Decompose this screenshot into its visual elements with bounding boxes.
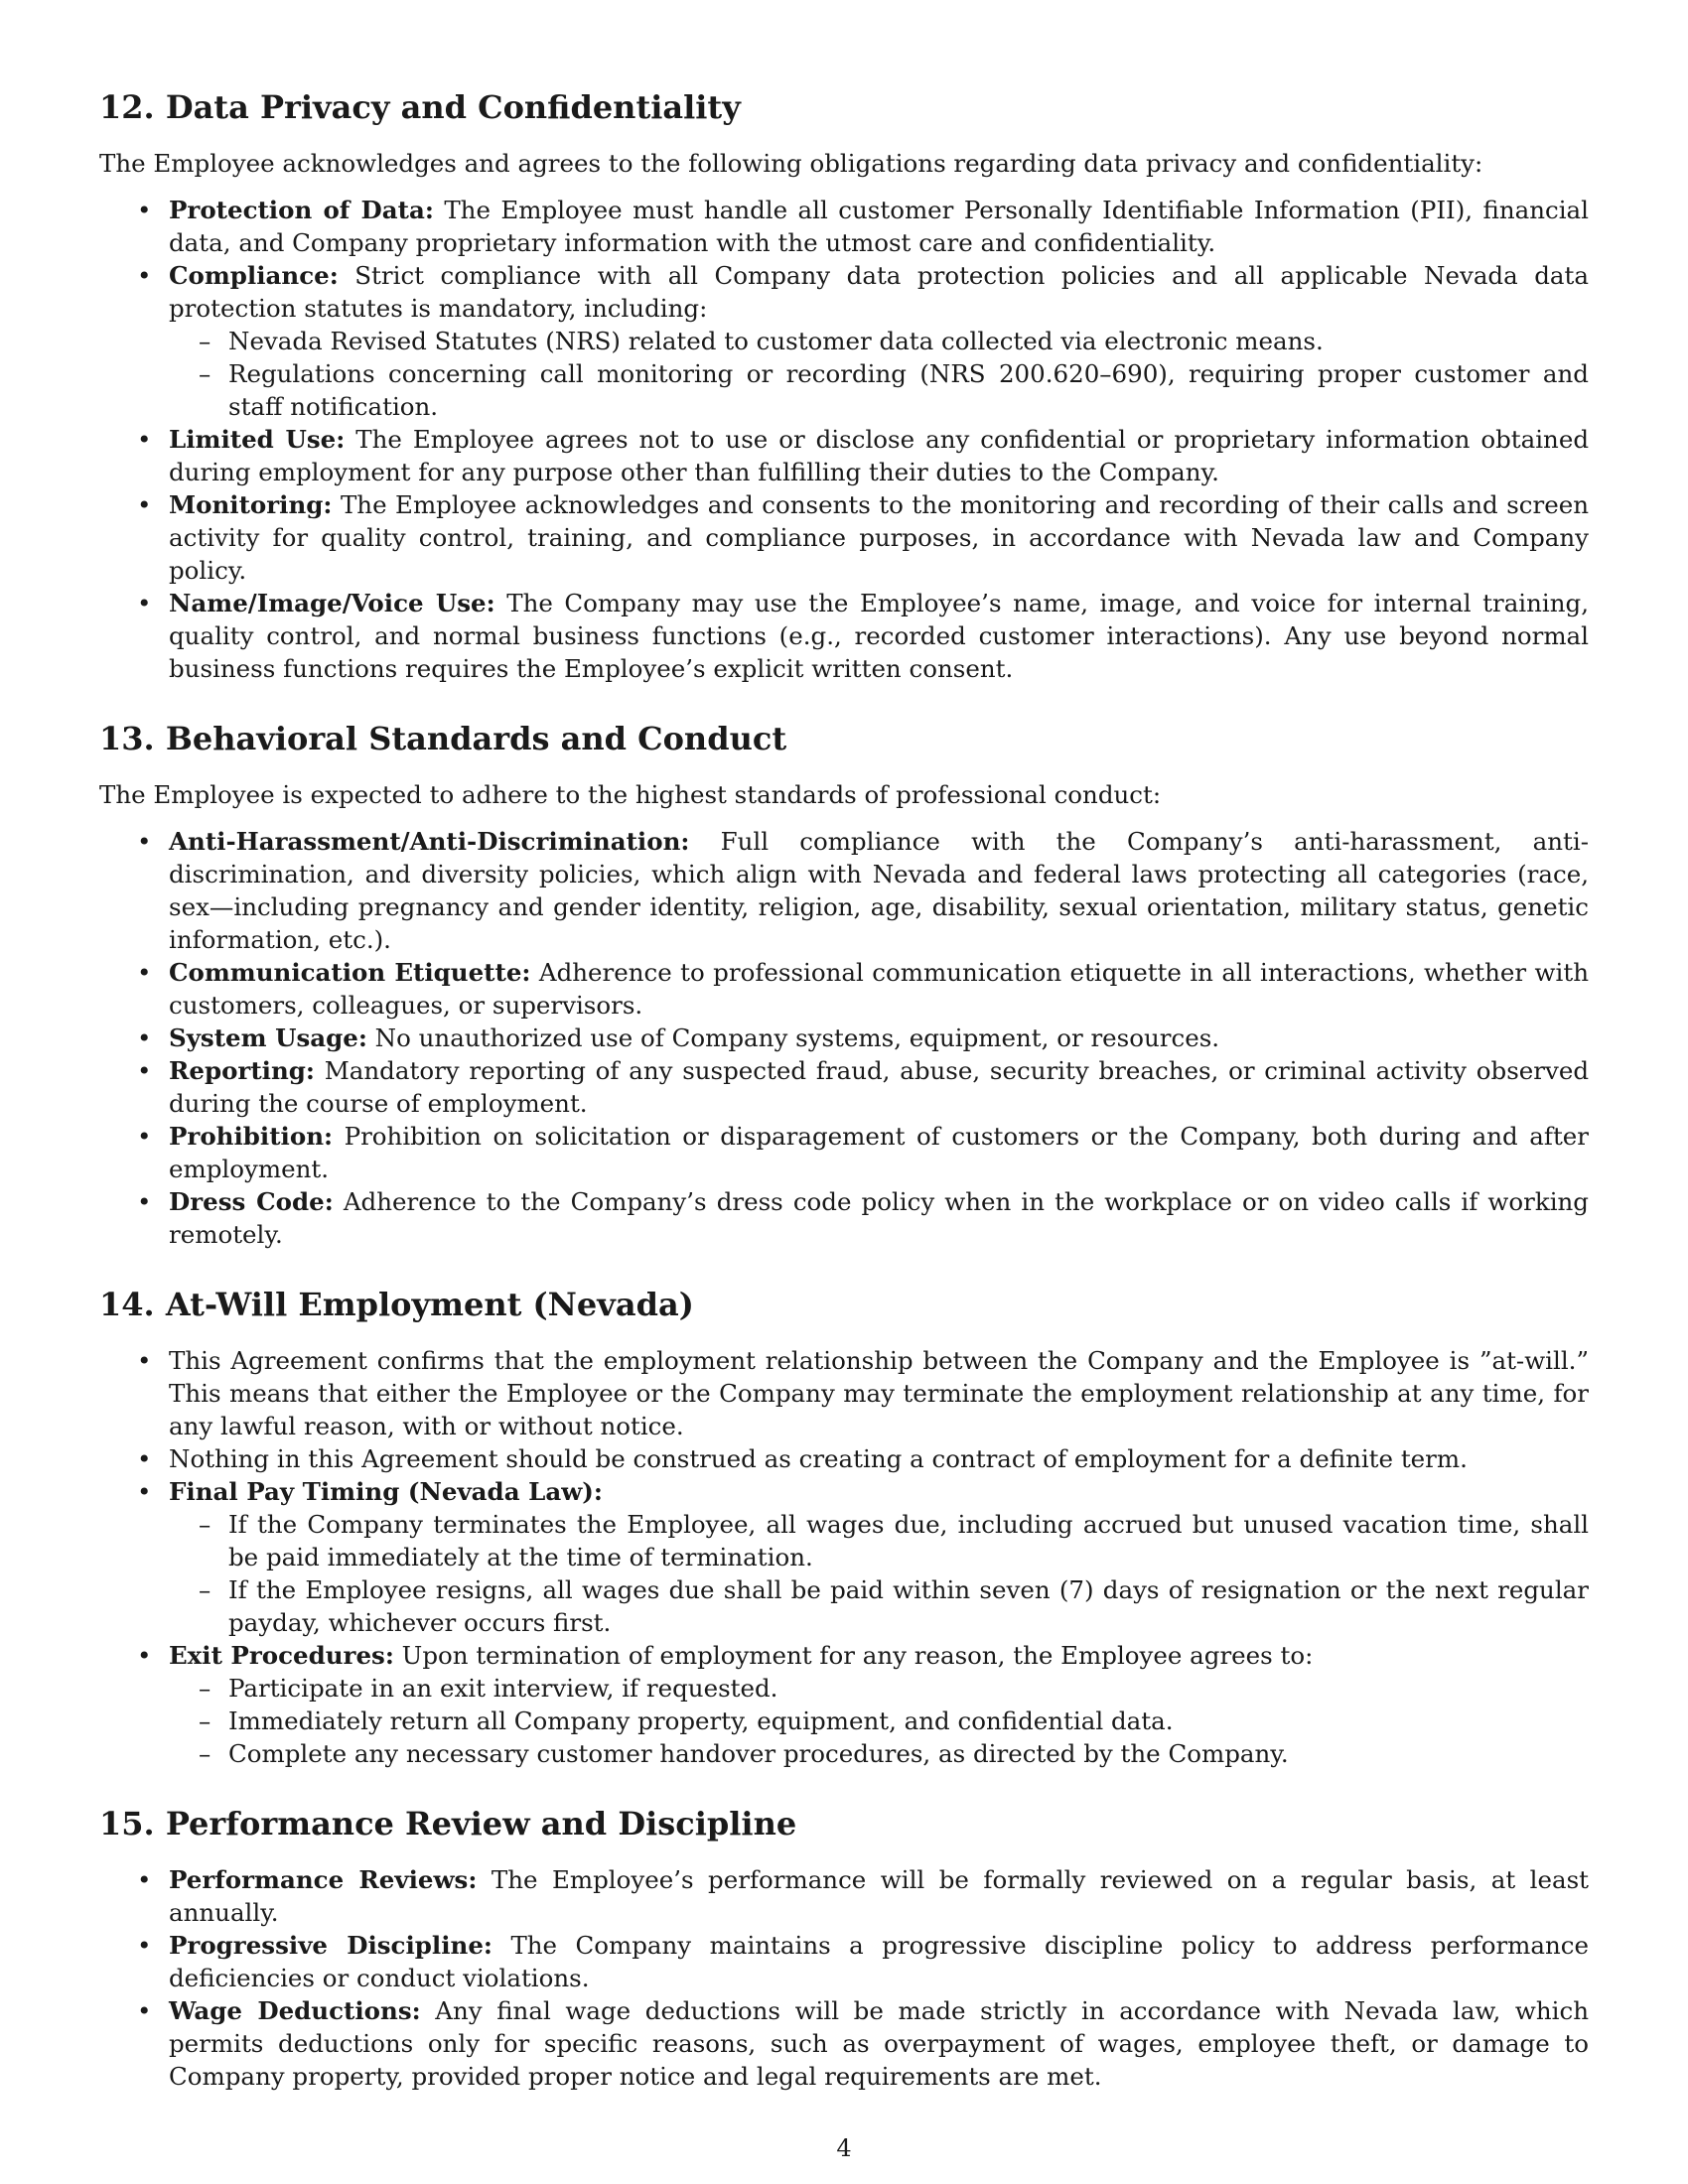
list-item xyxy=(99,1994,1589,2093)
list-item xyxy=(99,825,1589,956)
item-text: The Employee agrees not to use or disclose any confidential or proprietary information obtained during employment for any purpose other than fulfilling their duties to the Company. xyxy=(169,425,1589,486)
item-label: Wage Deductions: xyxy=(169,1996,421,2025)
section-15 xyxy=(99,1804,1589,2093)
bullet-list xyxy=(99,1863,1589,2093)
list-item xyxy=(99,1054,1589,1120)
item-label: Reporting: xyxy=(169,1056,315,1085)
item-text: Full compliance with the Company’s anti-harassment, anti-discrimination, and diversity policies, which align with Nevada and federal laws protecting all categories (race, sex—including pregnancy and gender identity, religion, age, disability, sexual orientation, military status, genetic information, etc.). xyxy=(169,827,1589,954)
item-label: Anti-Harassment/Anti-Discrimination: xyxy=(169,827,690,856)
section-title: 13. Behavioral Standards and Conduct xyxy=(99,720,787,757)
item-text: Upon termination of employment for any reason, the Employee agrees to: xyxy=(393,1641,1314,1670)
sub-list-item: – If the Employee resigns, all wages due shall be paid within seven (7) days of resignation or the next regular payday, whichever occurs first. xyxy=(169,1573,1589,1639)
list-item xyxy=(99,1120,1589,1185)
section-title: 14. At-Will Employment (Nevada) xyxy=(99,1286,694,1323)
item-text: The Company maintains a progressive discipline policy to address performance deficiencies or conduct violations. xyxy=(169,1931,1589,1992)
item-label: Protection of Data: xyxy=(169,196,434,224)
item-text: This Agreement confirms that the employment relationship between the Company and the Employee is ”at-will.” This means that either the Employee or the Company may terminate the employment relationship at any time, for any lawful reason, with or without notice. xyxy=(169,1346,1589,1440)
section-title: 15. Performance Review and Discipline xyxy=(99,1805,797,1843)
item-text: Strict compliance with all Company data protection policies and all applicable Nevada data protection statutes is mandatory, including: xyxy=(169,261,1589,323)
list-item xyxy=(99,587,1589,685)
list-item xyxy=(99,1022,1589,1054)
sub-list-item: – Immediately return all Company property, equipment, and confidential data. xyxy=(169,1705,1589,1737)
item-label: Name/Image/Voice Use: xyxy=(169,589,495,617)
list-item xyxy=(99,1344,1589,1442)
list-item xyxy=(99,194,1589,259)
bullet-list xyxy=(99,194,1589,685)
list-item xyxy=(99,259,1589,423)
list-item xyxy=(99,1639,1589,1770)
item-text: Adherence to the Company’s dress code policy when in the workplace or on video calls if working remotely. xyxy=(169,1187,1589,1249)
item-text: Any final wage deductions will be made strictly in accordance with Nevada law, which permits deductions only for specific reasons, such as overpayment of wages, employee theft, or damage to Company property, provided proper notice and legal requirements are met. xyxy=(169,1996,1589,2091)
item-text: Nothing in this Agreement should be construed as creating a contract of employment for a definite term. xyxy=(169,1444,1468,1473)
sub-list xyxy=(169,1508,1589,1639)
list-item xyxy=(99,488,1589,587)
item-label: Limited Use: xyxy=(169,425,346,454)
sub-list-item: – Regulations concerning call monitoring or recording (NRS 200.620–690), requiring proper customer and staff notification. xyxy=(169,357,1589,423)
section-13 xyxy=(99,719,1589,1251)
list-item xyxy=(99,1475,1589,1639)
list-item xyxy=(99,1863,1589,1929)
list-item xyxy=(99,1929,1589,1994)
list-item xyxy=(99,423,1589,488)
item-label: System Usage: xyxy=(169,1024,367,1052)
document-page xyxy=(99,87,1589,2126)
item-text: The Employee must handle all customer Personally Identifiable Information (PII), financial data, and Company proprietary information with the utmost care and confidentiality. xyxy=(169,196,1589,257)
item-text: The Company may use the Employee’s name, image, and voice for internal training, quality control, and normal business functions (e.g., recorded customer interactions). Any use beyond normal business functions requires the Employee’s explicit written consent. xyxy=(169,589,1590,683)
item-text: Prohibition on solicitation or disparagement of customers or the Company, both during and after employment. xyxy=(169,1122,1589,1183)
list-item xyxy=(99,1442,1589,1475)
item-label: Final Pay Timing (Nevada Law): xyxy=(169,1477,603,1506)
item-label: Exit Procedures: xyxy=(169,1641,394,1670)
bullet-list xyxy=(99,1344,1589,1770)
sub-list xyxy=(169,325,1589,423)
list-item xyxy=(99,956,1589,1022)
item-text: The Employee’s performance will be formally reviewed on a regular basis, at least annually. xyxy=(169,1865,1590,1927)
item-text: Mandatory reporting of any suspected fraud, abuse, security breaches, or criminal activity observed during the course of employment. xyxy=(169,1056,1589,1118)
section-intro: The Employee is expected to adhere to the highest standards of professional conduct: xyxy=(99,780,1162,809)
section-intro: The Employee acknowledges and agrees to the following obligations regarding data privacy and confidentiality: xyxy=(99,149,1483,178)
item-label: Prohibition: xyxy=(169,1122,334,1151)
item-label: Communication Etiquette: xyxy=(169,958,531,987)
sub-list-item: – If the Company terminates the Employee, all wages due, including accrued but unused vacation time, shall be paid immediately at the time of termination. xyxy=(169,1508,1589,1573)
sub-list xyxy=(169,1672,1589,1770)
sub-list-item: – Complete any necessary customer handover procedures, as directed by the Company. xyxy=(169,1737,1589,1770)
item-text: The Employee acknowledges and consents to the monitoring and recording of their calls and screen activity for quality control, training, and compliance purposes, in accordance with Nevada law and Company policy. xyxy=(169,490,1589,585)
sub-list-item: – Nevada Revised Statutes (NRS) related to customer data collected via electronic means. xyxy=(169,325,1589,357)
bullet-list xyxy=(99,825,1589,1251)
section-12 xyxy=(99,87,1589,685)
section-14 xyxy=(99,1285,1589,1770)
item-label: Progressive Discipline: xyxy=(169,1931,492,1960)
item-label: Monitoring: xyxy=(169,490,333,519)
list-item xyxy=(99,1185,1589,1251)
item-text: Adherence to professional communication etiquette in all interactions, whether with customers, colleagues, or supervisors. xyxy=(169,958,1589,1020)
page-number: 4 xyxy=(836,2134,852,2162)
item-label: Dress Code: xyxy=(169,1187,334,1216)
sub-list-item: – Participate in an exit interview, if requested. xyxy=(169,1672,1589,1705)
item-label: Compliance: xyxy=(169,261,339,290)
item-label: Performance Reviews: xyxy=(169,1865,478,1894)
section-title: 12. Data Privacy and Confidentiality xyxy=(99,88,741,126)
item-text: No unauthorized use of Company systems, equipment, or resources. xyxy=(366,1024,1220,1052)
